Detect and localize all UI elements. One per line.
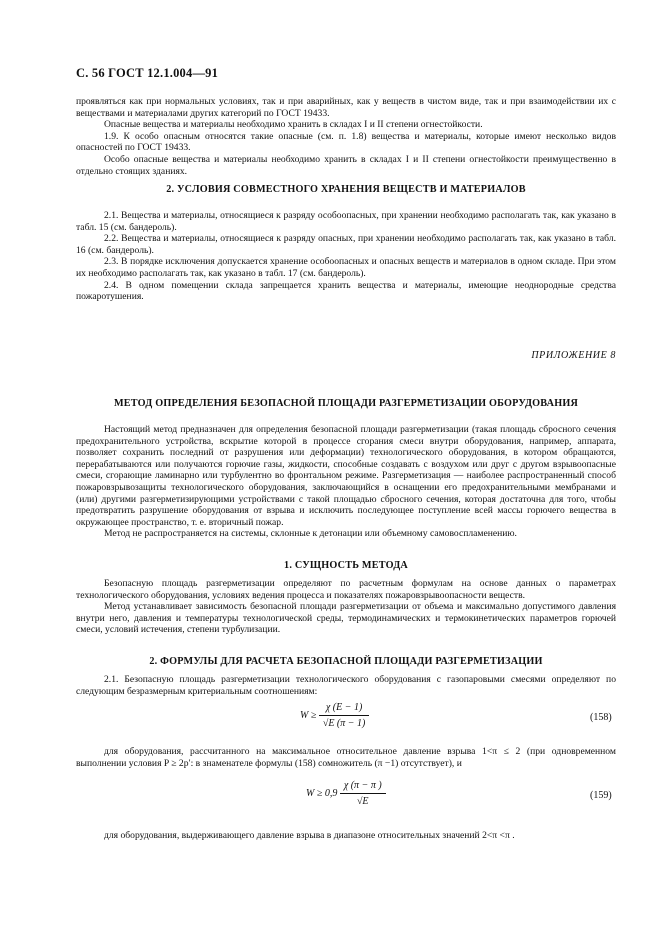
paragraph: Безопасную площадь разгерметизации определяют по расчетным формулам на основе данных о параметрах технологического оборудования, условиях ведения процесса и показателях пожаровзрывоопасности веществ. — [76, 578, 616, 601]
paragraph: Метод не распространяется на системы, склонные к детонации или объемному самовоспламенению. — [104, 528, 517, 540]
formula-159 — [306, 780, 386, 807]
formula-fraction — [340, 780, 386, 807]
paragraph: 2.1. Безопасную площадь разгерметизации технологического оборудования с газопаровыми смесями определяют по следующим безразмерным критериальным соотношениям: — [76, 674, 616, 697]
section2-text — [76, 210, 616, 303]
text-after-159 — [76, 830, 616, 842]
formula-intro — [76, 674, 616, 697]
formula-numerator: χ (π − π ) — [340, 780, 386, 794]
paragraph: проявляться как при нормальных условиях, так и при аварийных, как у веществ в чистом виде, так и при взаимодействии их с веществами и материалами других категорий по ГОСТ 19433. — [76, 96, 616, 119]
formula-denominator: √E (π − 1) — [322, 718, 366, 729]
page-header: С. 56 ГОСТ 12.1.004—91 — [76, 66, 219, 80]
formula-lhs: W ≥ 0,9 — [306, 787, 338, 799]
equation-number: (159) — [590, 790, 612, 801]
section-heading: 2. ФОРМУЛЫ ДЛЯ РАСЧЕТА БЕЗОПАСНОЙ ПЛОЩАДИ РАЗГЕРМЕТИЗАЦИИ — [149, 656, 543, 667]
top-text-block — [76, 96, 616, 177]
paragraph: 2.2. Вещества и материалы, относящиеся к разряду опасных, при хранении необходимо располагать так, как указано в табл. 16 (см. бандероль). — [76, 233, 616, 256]
formula-denominator: √E — [356, 796, 369, 807]
method-title: МЕТОД ОПРЕДЕЛЕНИЯ БЕЗОПАСНОЙ ПЛОЩАДИ РАЗГЕРМЕТИЗАЦИИ ОБОРУДОВАНИЯ — [113, 398, 579, 409]
paragraph: Настоящий метод предназначен для определения безопасной площади разгерметизации (такая площадь сбросного сечения предохранительного устройства, вскрытие которой в процессе сгорания смеси внутри оборудования, например, аппарата, позволяет сохранить последний от разрушения или деформации) технологического оборудования, в котором обращаются, перерабатываются или получаются горючие газы, жидкости, способные создавать с воздухом или друг с другом взрывоопасные смеси, сгорающие ламинарно или турбулентно во фронтальном режиме. Разгерметизация — наиболее распространенный способ пожаровзрывозащиты технологического оборудования, заключающийся в оснащении его предохранительными мембранами и (или) другими разгерметизирующими устройствами с такой площадью сбросного сечения, которая достаточна для того, чтобы предотвратить разрушение оборудования от взрыва и исключить последующее поступление всей массы горючего вещества в окружающее пространство, т. е. вторичный пожар. — [76, 424, 616, 528]
appendix-label: ПРИЛОЖЕНИЕ 8 — [531, 350, 616, 361]
section-heading: 2. УСЛОВИЯ СОВМЕСТНОГО ХРАНЕНИЯ ВЕЩЕСТВ И МАТЕРИАЛОВ — [166, 184, 526, 195]
paragraph: Особо опасные вещества и материалы необходимо хранить в складах I и II степени огнестойкости преимущественно в отдельно стоящих зданиях. — [76, 153, 616, 177]
sec1-text — [76, 578, 616, 636]
paragraph: 2.3. В порядке исключения допускается хранение особоопасных и опасных веществ и материалов в одном складе. При этом их необходимо располагать так, как указано в табл. 17 (см. бандероль). — [76, 256, 616, 279]
paragraph: 1.9. К особо опасным относятся такие опасные (см. п. 1.8) вещества и материалы, которые имеют несколько видов опасностей по ГОСТ 19433. — [76, 130, 616, 154]
text-after-158 — [76, 746, 616, 769]
formula-numerator: χ (E − 1) — [319, 702, 370, 716]
paragraph: для оборудования, выдерживающего давление взрыва в диапазоне относительных значений 2<π <π . — [104, 830, 515, 841]
formula-lhs: W ≥ — [300, 709, 317, 721]
paragraph: Опасные вещества и материалы необходимо хранить в складах I и II степени огнестойкости. — [104, 119, 483, 131]
section-heading: 1. СУЩНОСТЬ МЕТОДА — [284, 560, 408, 571]
method-text — [76, 424, 616, 540]
formula-fraction — [319, 702, 370, 729]
paragraph: 2.4. В одном помещении склада запрещается хранить вещества и материалы, имеющие неоднородные средства пожаротушения. — [76, 279, 616, 303]
formula-158 — [300, 702, 369, 729]
equation-number: (158) — [590, 712, 612, 723]
paragraph: 2.1. Вещества и материалы, относящиеся к разряду особоопасных, при хранении необходимо располагать так, как указано в табл. 15 (см. бандероль). — [76, 210, 616, 233]
paragraph: Метод устанавливает зависимость безопасной площади разгерметизации от объема и максимально допустимого давления внутри него, давления и температуры технологической среды, термодинамических и термокинетических параметров горючей смеси, условий истечения, степени турбулизации. — [76, 601, 616, 636]
paragraph: для оборудования, рассчитанного на максимальное относительное давление взрыва 1<π ≤ 2 (при одновременном выполнении условия P ≥ 2p′: в знаменателе формулы (158) сомножитель (π −1) отсутствует), и — [76, 746, 616, 769]
